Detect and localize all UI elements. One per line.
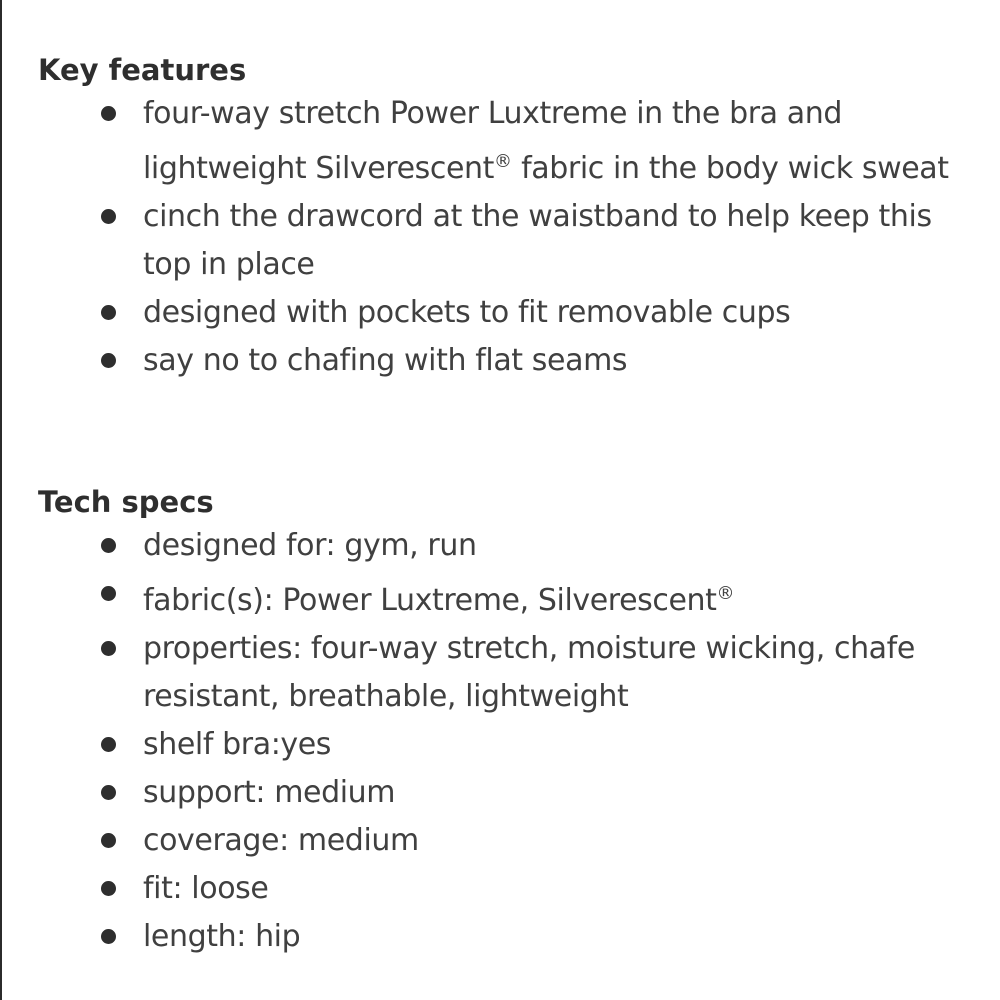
- bullet-icon: [101, 641, 116, 656]
- list-item: say no to chafing with flat seams: [38, 337, 978, 385]
- list-item: designed for: gym, run: [38, 522, 978, 570]
- list-item: cinch the drawcord at the waistband to help keep this top in place: [38, 193, 978, 289]
- bullet-icon: [101, 106, 116, 121]
- tech-specs-heading: Tech specs: [38, 485, 214, 519]
- list-item: designed with pockets to fit removable cups: [38, 289, 978, 337]
- key-features-heading: Key features: [38, 53, 247, 87]
- bullet-icon: [101, 353, 116, 368]
- bullet-icon: [101, 785, 116, 800]
- bullet-icon: [101, 737, 116, 752]
- tech-specs-list: [38, 522, 978, 961]
- bullet-icon: [101, 305, 116, 320]
- list-item: shelf bra:yes: [38, 721, 978, 769]
- key-features-list: [38, 90, 978, 385]
- tech-specs-section: [38, 482, 978, 961]
- key-features-section: [38, 50, 978, 385]
- list-item: fabric(s): Power Luxtreme, Silverescent®: [38, 570, 978, 625]
- left-border-rule: [0, 0, 2, 1000]
- bullet-icon: [101, 209, 116, 224]
- bullet-icon: [101, 538, 116, 553]
- bullet-icon: [101, 586, 116, 601]
- bullet-icon: [101, 833, 116, 848]
- list-item: properties: four-way stretch, moisture wicking, chafe resistant, breathable, lightweight: [38, 625, 978, 721]
- list-item: fit: loose: [38, 865, 978, 913]
- list-item: coverage: medium: [38, 817, 978, 865]
- list-item: support: medium: [38, 769, 978, 817]
- list-item: length: hip: [38, 913, 978, 961]
- list-item: four-way stretch Power Luxtreme in the bra and lightweight Silverescent® fabric in the body wick sweat: [38, 90, 978, 193]
- bullet-icon: [101, 929, 116, 944]
- bullet-icon: [101, 881, 116, 896]
